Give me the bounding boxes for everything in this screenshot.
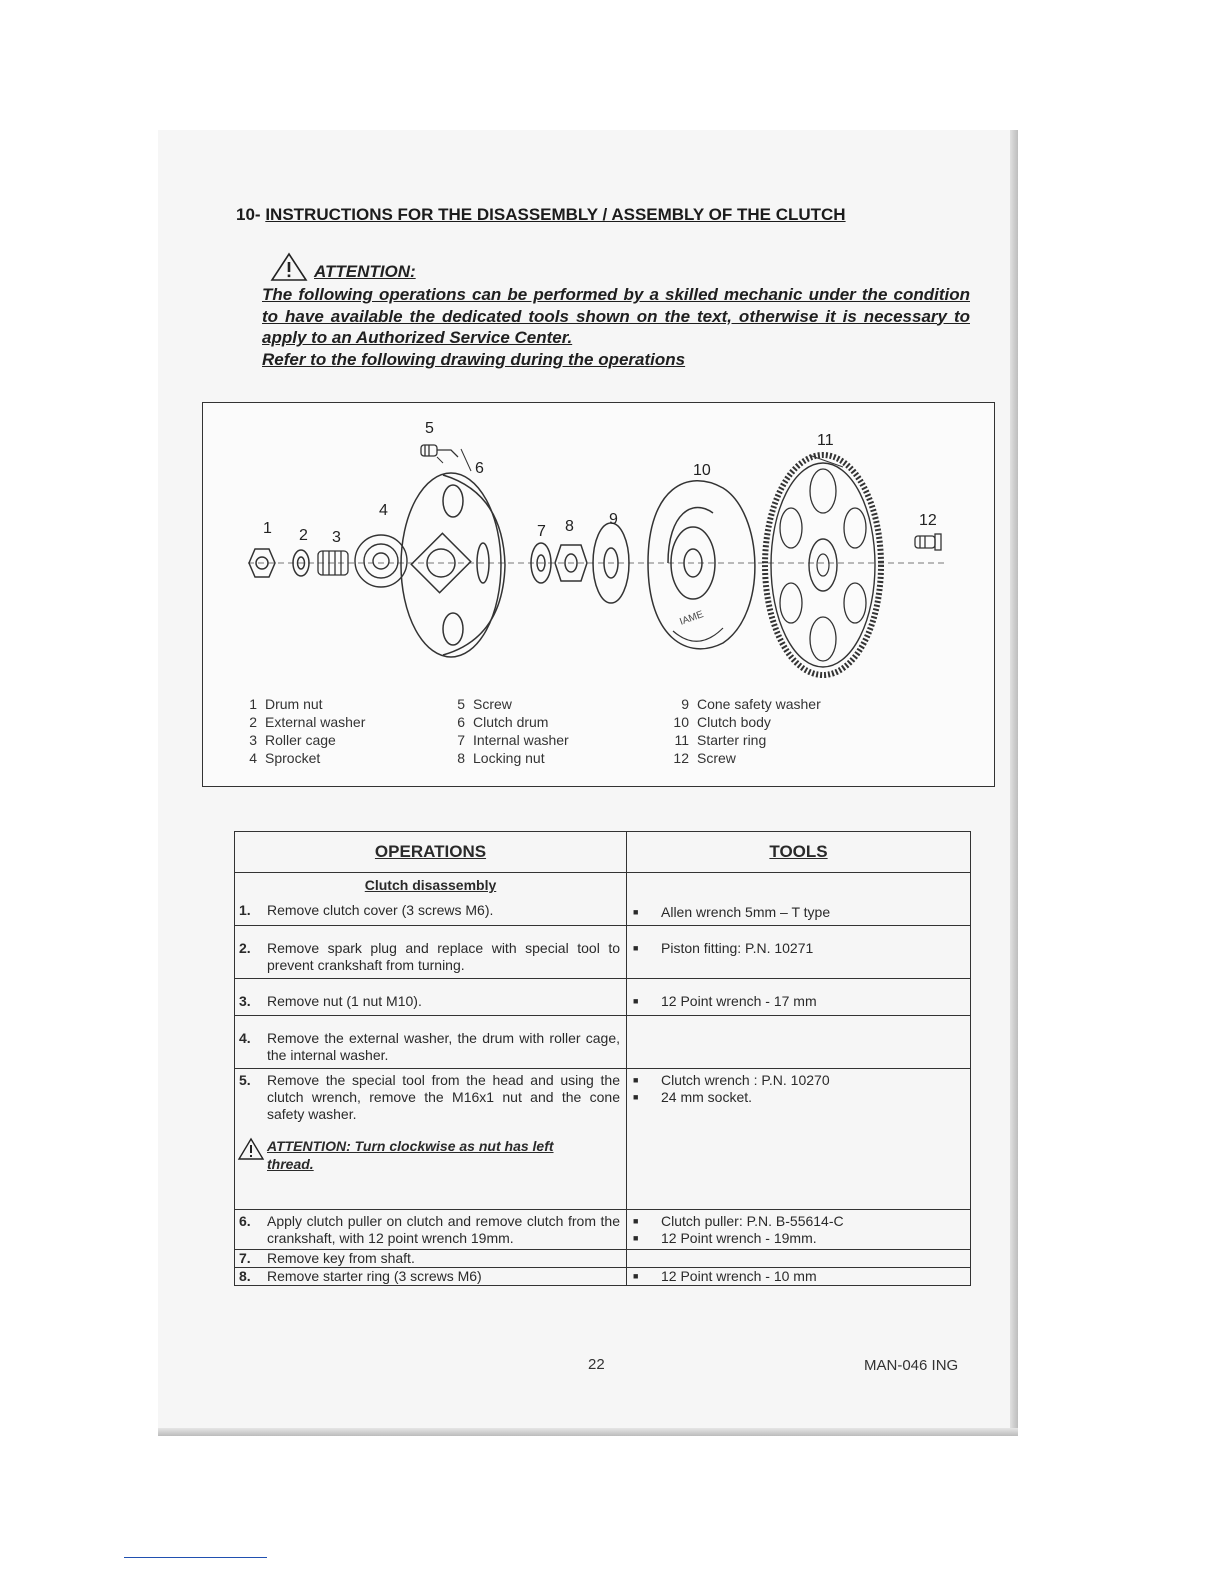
table-row (235, 1069, 971, 1210)
section-subtitle: Clutch disassembly (364, 877, 497, 893)
operation-cell (235, 926, 627, 979)
warning-icon (270, 252, 308, 282)
callout-9: 9 (609, 511, 618, 528)
section-heading (236, 205, 846, 225)
section-title: INSTRUCTIONS FOR THE DISASSEMBLY / ASSEMBLY OF THE CLUTCH (265, 205, 846, 224)
step-4: 4. Remove the external washer, the drum with roller cage, the internal washer. (239, 1030, 620, 1063)
tools-cell (627, 926, 971, 979)
tool-item: ■ Piston fitting: P.N. 10271 (633, 940, 814, 956)
callout-11: 11 (817, 432, 834, 449)
tool-item: ■ Clutch puller: P.N. B-55614-C (633, 1213, 844, 1229)
attention-text (262, 284, 970, 370)
tools-cell (627, 979, 971, 1016)
attention-header (270, 250, 416, 282)
step-6: 6. Apply clutch puller on clutch and remove clutch from the crankshaft, with 12 point wrench 19mm. (239, 1213, 620, 1246)
warning-text: ATTENTION: Turn clockwise as nut has left thread. (267, 1138, 554, 1172)
warning-note (235, 1125, 626, 1181)
legend-item: 11 Starter ring (674, 732, 767, 748)
callout-12: 12 (919, 512, 937, 529)
attention-refer: Refer to the following drawing during the operations (262, 349, 686, 369)
tools-cell (627, 1250, 971, 1268)
legend-column-3 (665, 695, 821, 767)
callout-2: 2 (299, 527, 308, 544)
operation-cell (235, 1069, 627, 1210)
callout-8: 8 (565, 518, 574, 535)
legend-item: 7 Internal washer (457, 732, 569, 748)
starter-ring-part (765, 455, 881, 675)
clutch-drum-part (401, 473, 505, 657)
callout-1: 1 (263, 520, 272, 537)
table-row (235, 873, 971, 926)
callout-3: 3 (332, 529, 341, 546)
clutch-body-part (648, 481, 755, 649)
section-number: 10- (236, 205, 261, 224)
step-5: 5. Remove the special tool from the head and using the clutch wrench, remove the M16x1 nut and the cone safety washer. (239, 1072, 620, 1122)
operation-cell (235, 979, 627, 1016)
tool-item: ■ 12 Point wrench - 17 mm (633, 993, 817, 1009)
table-row (235, 1210, 971, 1250)
operation-cell (235, 1016, 627, 1069)
step-2: 2. Remove spark plug and replace with special tool to prevent crankshaft from turning. (239, 940, 620, 973)
tools-cell (627, 1069, 971, 1210)
step-8: 8. Remove starter ring (3 screws M6) (239, 1268, 482, 1284)
operation-cell (235, 1268, 627, 1286)
table-row (235, 1016, 971, 1069)
warning-icon (237, 1137, 265, 1161)
page-number: 22 (588, 1356, 605, 1373)
sprocket-part (355, 535, 407, 587)
callout-6: 6 (475, 460, 484, 477)
legend-item: 4 Sprocket (249, 750, 321, 766)
legend-item: 10 Clutch body (673, 714, 771, 730)
tools-cell (627, 1268, 971, 1286)
page-bottom-shadow (158, 1428, 1018, 1436)
table-row (235, 926, 971, 979)
screw-12-part (915, 534, 941, 550)
legend-item: 6 Clutch drum (457, 714, 549, 730)
tools-cell (627, 873, 971, 926)
clutch-exploded-drawing (203, 403, 994, 693)
legend-item: 5 Screw (457, 696, 512, 712)
footnote-rule (124, 1557, 267, 1558)
legend-item: 1 Drum nut (249, 696, 323, 712)
tools-header: TOOLS (627, 832, 971, 873)
operations-table (234, 831, 971, 1286)
operations-header: OPERATIONS (235, 832, 627, 873)
legend-column-2 (441, 695, 569, 767)
legend-item: 9 Cone safety washer (681, 696, 821, 712)
clutch-body-marking: IAME (678, 609, 706, 628)
attention-body: The following operations can be performed by a skilled mechanic under the condition to have available the dedicated tools shown on the text, otherwise it is necessary to apply to an Authorized Service Center. (262, 285, 970, 347)
callout-5: 5 (425, 420, 434, 437)
attention-label: ATTENTION: (314, 262, 416, 281)
legend-item: 12 Screw (673, 750, 736, 766)
step-3: 3. Remove nut (1 nut M10). (239, 993, 422, 1009)
exploded-view-figure (202, 402, 995, 787)
table-header-row (235, 832, 971, 873)
tools-cell (627, 1210, 971, 1250)
callout-7: 7 (537, 523, 546, 540)
legend-item: 3 Roller cage (249, 732, 336, 748)
legend-item: 2 External washer (249, 714, 366, 730)
operation-cell (235, 1210, 627, 1250)
page-edge-shadow (1010, 130, 1018, 1436)
tool-item: ■ 24 mm socket. (633, 1089, 753, 1105)
step-1: 1. Remove clutch cover (3 screws M6). (239, 902, 494, 918)
table-row (235, 1250, 971, 1268)
tool-item: ■ 12 Point wrench - 10 mm (633, 1268, 817, 1284)
document-code: MAN-046 ING (864, 1357, 959, 1374)
callout-4: 4 (379, 502, 388, 519)
step-7: 7. Remove key from shaft. (239, 1250, 415, 1266)
tool-item: ■ 12 Point wrench - 19mm. (633, 1230, 817, 1246)
legend-item: 8 Locking nut (457, 750, 545, 766)
tool-item: ■ Clutch wrench : P.N. 10270 (633, 1072, 830, 1088)
operation-cell (235, 1250, 627, 1268)
table-row (235, 979, 971, 1016)
tool-item: ■ Allen wrench 5mm – T type (633, 904, 831, 920)
callout-10: 10 (693, 462, 711, 479)
tools-cell (627, 1016, 971, 1069)
operation-cell (235, 873, 627, 926)
table-row (235, 1268, 971, 1286)
legend-column-1 (233, 695, 365, 767)
screw-5-part (421, 445, 458, 457)
